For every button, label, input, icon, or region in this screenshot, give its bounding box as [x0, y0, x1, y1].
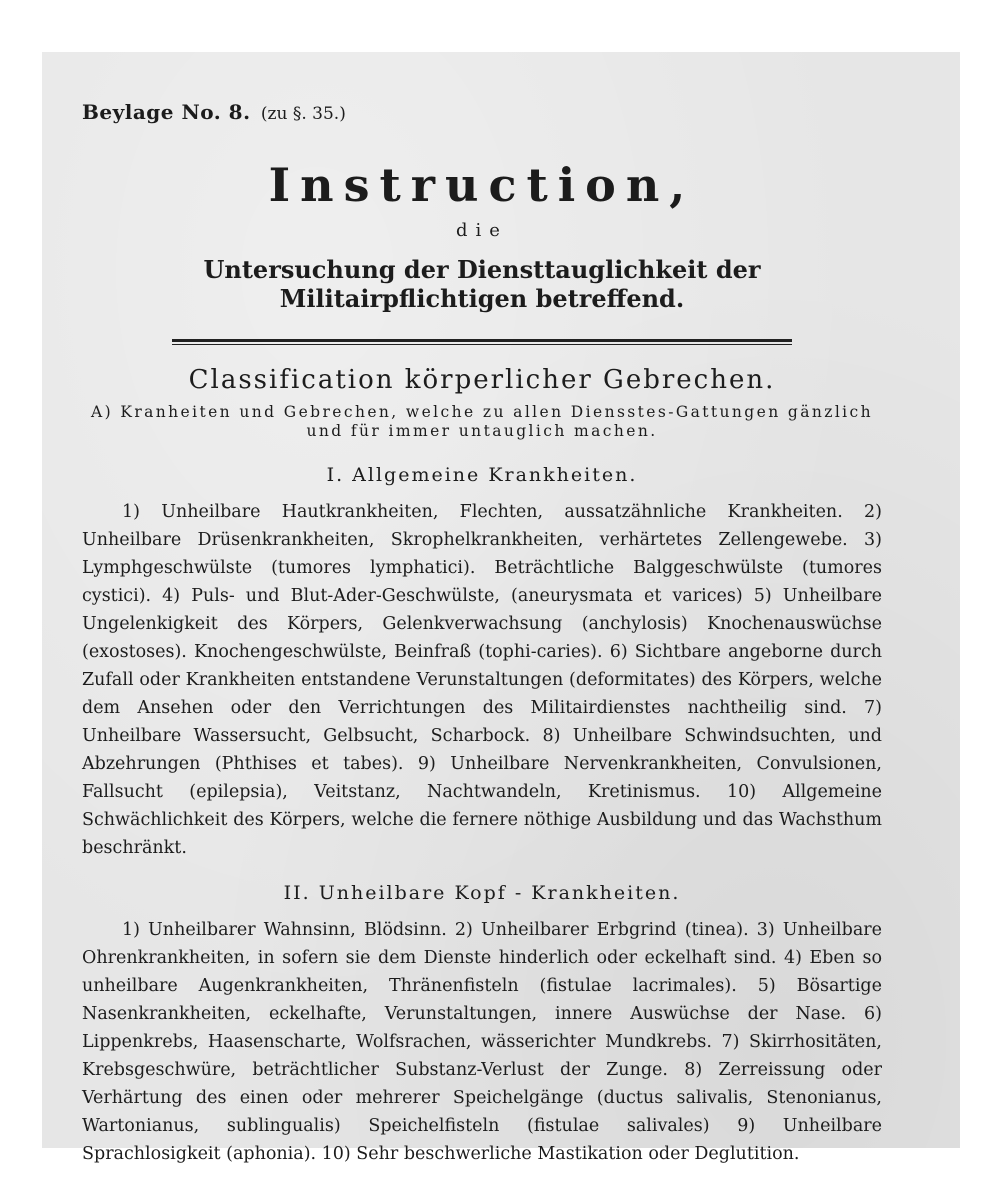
- document-page: [82, 100, 882, 1188]
- section-text: 1) Unheilbarer Wahnsinn, Blödsinn. 2) Unheilbarer Erbgrind (tinea). 3) Unheilbare Ohrenkrankheiten, in sofern sie dem Dienste hinderlich oder eckelhaft sind. 4) Eben so unheilbare Augenkrankheiten, Thränenfisteln (fistulae lacrimales). 5) Bösartige Nasenkrankheiten, eckelhafte, Verunstaltungen, innere Auswüchse der Nase. 6) Lippenkrebs, Haasenscharte, Wolfsrachen, wässerichter Mundkrebs. 7) Skirrhositäten, Krebsgeschwüre, beträchtlicher Substanz-Verlust der Zunge. 8) Zerreissung oder Verhärtung des einen oder mehrerer Speichelgänge (ductus salivalis, Stenonianus, Wartonianus, sublingualis) Speichelfisteln (fistulae salivales) 9) Unheilbare Sprachlosigkeit (aphonia). 10) Sehr beschwerliche Mastikation oder Deglutition.: [82, 920, 882, 1165]
- classification-title: Classification körperlicher Gebrechen.: [188, 365, 776, 395]
- section-text: 1) Unheilbare Hautkrankheiten, Flechten, aussatzähnliche Krankheiten. 2) Unheilbare Drüsenkrankheiten, Skrophelkrankheiten, verhärtetes Zellengewebe. 3) Lymphgeschwülste (tumores lymphatici). Beträchtliche Balggeschwülste (tumores cystici). 4) Puls- und Blut-Ader-Geschwülste, (aneurysmata et varices) 5) Unheilbare Ungelenkigkeit des Körpers, Gelenkverwachsung (anchylosis) Knochenauswüchse (exostoses). Knochengeschwülste, Beinfraß (tophi-caries). 6) Sichtbare angeborne durch Zufall oder Krankheiten entstandene Verunstaltungen (deformitates) des Körpers, welche dem Ansehen oder den Verrichtungen des Militairdienstes nachtheilig sind. 7) Unheilbare Wassersucht, Gelbsucht, Scharbock. 8) Unheilbare Schwindsuchten, und Abzehrungen (Phthises et tabes). 9) Unheilbare Nervenkrankheiten, Convulsionen, Fallsucht (epilepsia), Veitstanz, Nachtwandeln, Kretinismus. 10) Allgemeine Schwächlichkeit des Körpers, welche die fernere nöthige Ausbildung und das Wachsthum beschränkt.: [82, 502, 882, 859]
- section-heading: I. Allgemeine Krankheiten.: [326, 464, 638, 487]
- divider-rule: [172, 339, 792, 345]
- section-heading: II. Unheilbare Kopf - Krankheiten.: [283, 882, 681, 905]
- header-line: [82, 100, 882, 124]
- section-general-diseases: [82, 464, 882, 862]
- document-subject: Untersuchung der Diensttauglichkeit der Militairpflichtigen betreffend.: [203, 255, 761, 313]
- section-head-diseases: [82, 882, 882, 1168]
- appendix-label: Beylage No. 8.: [82, 100, 251, 124]
- document-title: Instruction,: [268, 158, 696, 212]
- category-intro: A) Kranheiten und Gebrechen, welche zu allen Diensstes-Gattungen gänzlich und für immer untauglich machen.: [90, 403, 873, 440]
- paragraph-reference: (zu §. 35.): [260, 104, 346, 124]
- title-connector: die: [456, 220, 508, 241]
